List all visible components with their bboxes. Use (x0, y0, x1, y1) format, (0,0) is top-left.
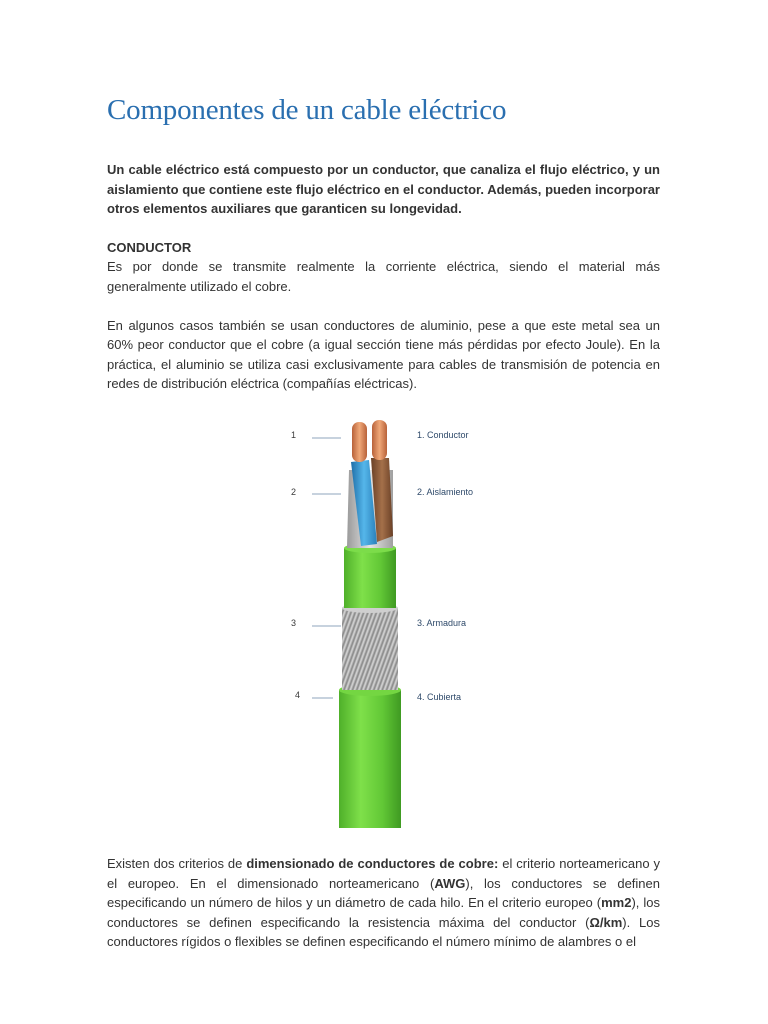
cable-illustration (107, 418, 660, 836)
sheath-segment (339, 690, 401, 828)
callout-label-aislamiento: 2. Aislamiento (417, 486, 474, 497)
dim-bold-awg: AWG (434, 875, 466, 891)
dim-bold-ohm-km: Ω/km (589, 914, 623, 930)
dim-text-4: ), los conductores se definen especificando la resistencia máxima del conductor ( (107, 895, 660, 930)
dim-bold-mm2: mm2 (601, 895, 632, 911)
dim-text-2: el criterio norteamericano y el europeo. En el dimensionado norteamericano ( (107, 855, 660, 891)
callout-number-3: 3 (291, 617, 297, 628)
dim-text-1: Existen dos criterios de (107, 855, 247, 871)
callout-number-2: 2 (291, 486, 297, 497)
callout-label-cubierta: 4. Cubierta (417, 691, 462, 702)
dim-text-3: ), los conductores se definen especificando un número de hilos y un diámetro de cada hilo. En el criterio europeo ( (107, 875, 660, 911)
copper-conductor-1 (352, 422, 367, 462)
conductor-paragraph-1: Es por donde se transmite realmente la corriente eléctrica, siendo el material más generalmente utilizado el cobre. (107, 259, 660, 294)
inner-sheath-segment (344, 548, 396, 608)
article (107, 88, 660, 952)
page-title: Componentes de un cable eléctrico (107, 94, 507, 126)
callout-label-conductor: 1. Conductor (417, 429, 469, 440)
intro-paragraph: Un cable eléctrico está compuesto por un conductor, que canaliza el flujo eléctrico, y un aislamiento que contiene este flujo eléctrico en el conductor. Además, pueden incorporar otros elementos auxiliares que garanticen su longevidad. (107, 162, 660, 217)
callout-label-armadura: 3. Armadura (417, 617, 467, 628)
dim-text-5: ). Los conductores rígidos o flexibles se definen especificando el número mínimo de alambres o el (107, 914, 660, 950)
callout-number-4: 4 (295, 689, 301, 700)
copper-conductor-2 (372, 420, 387, 460)
conductor-paragraph-2: En algunos casos también se usan conductores de aluminio, pese a que este metal sea un 60% peor conductor que el cobre (a igual sección tiene más pérdidas por efecto Joule). En la práctica, el aluminio se utiliza casi exclusivamente para cables de transmisión de potencia en redes de distribución eléctrica (compañías eléctricas). (107, 317, 660, 392)
section-heading-conductor: CONDUCTOR (107, 239, 192, 255)
callout-number-1: 1 (291, 429, 297, 440)
cable-diagram (107, 418, 660, 836)
dim-bold-1: dimensionado de conductores de cobre: (246, 855, 499, 871)
armor-segment (342, 608, 398, 690)
dimensioning-paragraph (107, 854, 660, 952)
